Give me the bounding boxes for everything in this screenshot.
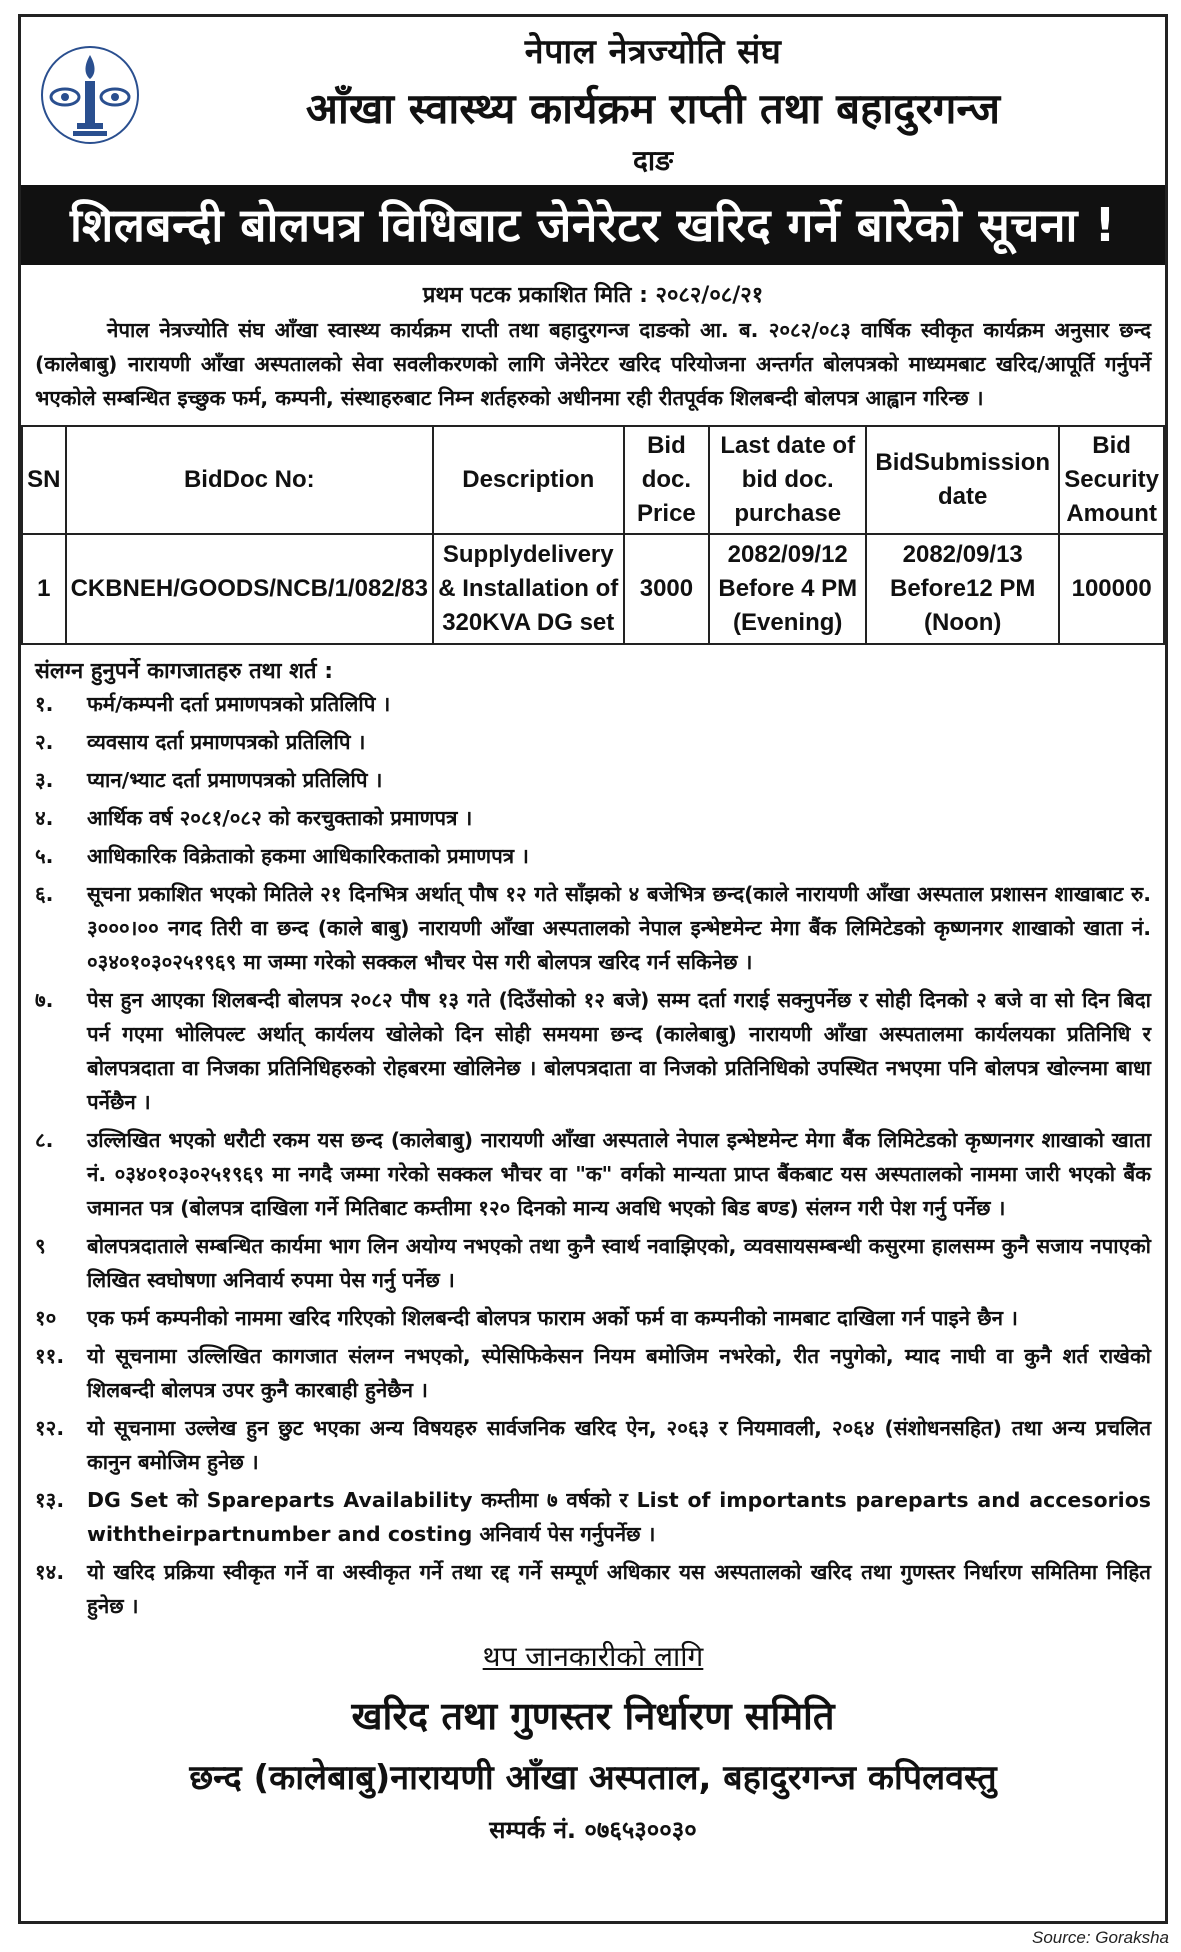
- list-item: [35, 801, 1151, 835]
- organization-name: नेपाल नेत्रज्योति संघ: [524, 32, 782, 72]
- col-submission-header: BidSubmission date: [866, 426, 1059, 534]
- col-price-header: Bid doc. Price: [624, 426, 710, 534]
- cell-sn: 1: [22, 534, 66, 644]
- condition-number: २.: [35, 730, 54, 754]
- condition-text: पेस हुन आएका शिलबन्दी बोलपत्र २०८२ पौष १३ गते (दिउँसोको १२ बजे) सम्म दर्ता गराई सक्नुपर्नेछ र सोही दिनको २ बजे वा सो दिन बिदा पर्न गएमा भोलिपल्ट अर्थात् कार्यलय खोलेको दिन सोही समयमा छन्द (कालेबाबु) नारायणी आँखा अस्पतालमा कार्यलयका प्रतिनिधि र बोलपत्रदाता वा निजका प्रतिनिधिहरुको रोहबरमा खोलिनेछ । बोलपत्रदाता वा निजको प्रतिनिधिको उपस्थित नभएमा पनि बोलपत्र खोल्नमा बाधा पर्नेछैन ।: [87, 988, 1151, 1114]
- table-row: [22, 534, 1164, 644]
- source-credit: Source: Goraksha: [1031, 1928, 1169, 1947]
- intro-paragraph: नेपाल नेत्रज्योति संघ आँखा स्वास्थ्य कार्यक्रम राप्ती तथा बहादुरगन्ज दाङको आ. ब. २०८२/०८३ वार्षिक स्वीकृत कार्यक्रम अनुसार छन्द (कालेबाबु) नारायणी आँखा अस्पतालको सेवा सवलीकरणको लागि जेनेरेटर खरिद परियोजना अन्तर्गत बोलपत्रको माध्यमबाट खरिद/आपूर्ति गर्नुपर्ने भएकोले सम्बन्धित इच्छुक फर्म, कम्पनी, संस्थाहरुबाट निम्न शर्तहरुको अधीनमा रही रीतपूर्वक शिलबन्दी बोलपत्र आह्वान गरिन्छ ।: [35, 318, 1151, 410]
- condition-text: फर्म/कम्पनी दर्ता प्रमाणपत्रको प्रतिलिपि ।: [87, 692, 391, 716]
- list-item: [35, 1123, 1151, 1225]
- condition-text: यो खरिद प्रक्रिया स्वीकृत गर्ने वा अस्वीकृत गर्ने तथा रद्द गर्ने सम्पूर्ण अधिकार यस अस्पतालको खरिद तथा गुणस्तर निर्धारण समितिमा निहित हुनेछ ।: [87, 1560, 1151, 1618]
- cell-submission: 2082/09/13 Before12 PM (Noon): [866, 534, 1059, 644]
- cell-description: Supplydelivery & Installation of 320KVA DG set: [433, 534, 624, 644]
- condition-number: ७.: [35, 988, 54, 1012]
- condition-number: ३.: [35, 768, 54, 792]
- condition-text: प्यान/भ्याट दर्ता प्रमाणपत्रको प्रतिलिपि ।: [87, 768, 383, 792]
- col-description-header: Description: [433, 426, 624, 534]
- committee-name: खरिद तथा गुणस्तर निर्धारण समिति: [351, 1694, 835, 1738]
- list-item: [35, 1555, 1151, 1623]
- publication-date: प्रथम पटक प्रकाशित मिति : २०८२/०८/२१: [422, 283, 764, 308]
- list-item: [35, 687, 1151, 721]
- list-item: [35, 983, 1151, 1119]
- condition-number: ९: [35, 1234, 46, 1258]
- hospital-name: छन्द (कालेबाबु)नारायणी आँखा अस्पताल, बहादुरगन्ज कपिलवस्तु: [189, 1758, 997, 1798]
- condition-number: १.: [35, 692, 54, 716]
- col-sn-header: SN: [22, 426, 66, 534]
- condition-text: उल्लिखित भएको धरौटी रकम यस छन्द (कालेबाबु) नारायणी आँखा अस्पताले नेपाल इन्भेष्टमेन्ट मेगा बैंक लिमिटेडको कृष्णनगर शाखाको खाता नं. ०३४०१०३०२५१९६९ मा नगदै जम्मा गरेको सक्कल भौचर वा "क" वर्गको मान्यता प्राप्त बैंकबाट यस अस्पतालको नाममा जारी भएको बैंक जमानत पत्र (बोलपत्र दाखिला गर्ने मितिबाट कम्तीमा १२० दिनको मान्य अवधि भएको बिड बण्ड) संलग्न गरी पेश गर्नु पर्नेछ ।: [87, 1128, 1152, 1220]
- cell-price: 3000: [624, 534, 710, 644]
- more-info-heading: थप जानकारीको लागि: [482, 1640, 704, 1673]
- list-item: [35, 763, 1151, 797]
- cell-security: 100000: [1059, 534, 1164, 644]
- condition-text: आधिकारिक विक्रेताको हकमा आधिकारिकताको प्रमाणपत्र ।: [87, 844, 529, 868]
- list-item: [35, 1339, 1151, 1407]
- bid-table: [21, 425, 1165, 645]
- condition-number: १२.: [35, 1416, 65, 1440]
- list-item: [35, 725, 1151, 759]
- condition-text: एक फर्म कम्पनीको नाममा खरिद गरिएको शिलबन्दी बोलपत्र फाराम अर्को फर्म वा कम्पनीको नामबाट दाखिला गर्न पाइने छैन ।: [87, 1306, 1018, 1330]
- condition-text: बोलपत्रदाताले सम्बन्धित कार्यमा भाग लिन अयोग्य नभएको तथा कुनै स्वार्थ नवाझिएको, व्यवसायसम्बन्धी कसुरमा हालसम्म कुनै सजाय नपाएको लिखित स्वघोषणा अनिवार्य रुपमा पेस गर्नु पर्नेछ ।: [87, 1234, 1151, 1292]
- condition-number: १३.: [35, 1488, 65, 1512]
- cell-biddoc: CKBNEH/GOODS/NCB/1/082/83: [66, 534, 433, 644]
- condition-number: ११.: [35, 1344, 65, 1368]
- organization-logo: [35, 25, 145, 175]
- list-item: [35, 1411, 1151, 1479]
- condition-text: आर्थिक वर्ष २०८१/०८२ को करचुक्ताको प्रमाणपत्र ।: [87, 806, 473, 830]
- notice-page: [18, 14, 1168, 1924]
- conditions-list: [21, 687, 1165, 1623]
- condition-number: १०: [35, 1306, 57, 1330]
- col-last-date-header: Last date of bid doc. purchase: [709, 426, 866, 534]
- list-item: [35, 877, 1151, 979]
- conditions-title: संलग्न हुनुपर्ने कागजातहरु तथा शर्त :: [35, 659, 334, 684]
- col-security-header: Bid Security Amount: [1059, 426, 1164, 534]
- condition-text: DG Set को Spareparts Availability कम्तीमा ७ वर्षको र List of importants pareparts and accesorios withtheirpartnumber and costing अनिवार्य पेस गर्नुपर्नेछ ।: [87, 1488, 1151, 1546]
- condition-text: यो सूचनामा उल्लेख हुन छुट भएका अन्य विषयहरु सार्वजनिक खरिद ऐन, २०६३ र नियमावली, २०६४ (संशोधनसहित) तथा अन्य प्रचलित कानुन बमोजिम हुनेछ ।: [87, 1416, 1151, 1474]
- contact-number: सम्पर्क नं. ०७६५३००३०: [489, 1816, 697, 1844]
- list-item: [35, 839, 1151, 873]
- condition-text: यो सूचनामा उल्लिखित कागजात संलग्न नभएको, स्पेसिफिकेसन नियम बमोजिम नभरेको, रीत नपुगेको, म्याद नाघी वा कुनै शर्त राखेको शिलबन्दी बोलपत्र उपर कुनै कारबाही हुनेछैन ।: [87, 1344, 1151, 1402]
- bid-table-header-row: [22, 426, 1164, 534]
- list-item: [35, 1301, 1151, 1335]
- list-item: [35, 1229, 1151, 1297]
- cell-last-date: 2082/09/12 Before 4 PM (Evening): [709, 534, 866, 644]
- list-item: [35, 1483, 1151, 1551]
- condition-number: १४.: [35, 1560, 65, 1584]
- notice-title-banner: शिलबन्दी बोलपत्र विधिबाट जेनेरेटर खरिद गर्ने बारेको सूचना !: [21, 185, 1165, 265]
- condition-text: व्यवसाय दर्ता प्रमाणपत्रको प्रतिलिपि ।: [87, 730, 366, 754]
- condition-number: ४.: [35, 806, 54, 830]
- condition-number: ६.: [35, 882, 54, 906]
- condition-text: सूचना प्रकाशित भएको मितिले २१ दिनभित्र अर्थात् पौष १२ गते साँझको ४ बजेभित्र छन्द(काले नारायणी आँखा अस्पताल प्रशासन शाखाबाट रु. ३०००।०० नगद तिरी वा छन्द (काले बाबु) नारायणी आँखा अस्पतालको नेपाल इन्भेष्टमेन्ट मेगा बैंक लिमिटेडको कृष्णनगर शाखाको खाता नं. ०३४०१०३०२५१९६९ मा जम्मा गरेको सक्कल भौचर पेस गरी बोलपत्र खरिद गर्न सकिनेछ ।: [87, 882, 1151, 974]
- condition-number: ८.: [35, 1128, 54, 1152]
- col-biddoc-header: BidDoc No:: [66, 426, 433, 534]
- notice-header: [21, 17, 1165, 185]
- program-name: आँखा स्वास्थ्य कार्यक्रम राप्ती तथा बहादुरगन्ज: [305, 84, 1001, 133]
- district-name: दाङ: [633, 144, 673, 177]
- condition-number: ५.: [35, 844, 54, 868]
